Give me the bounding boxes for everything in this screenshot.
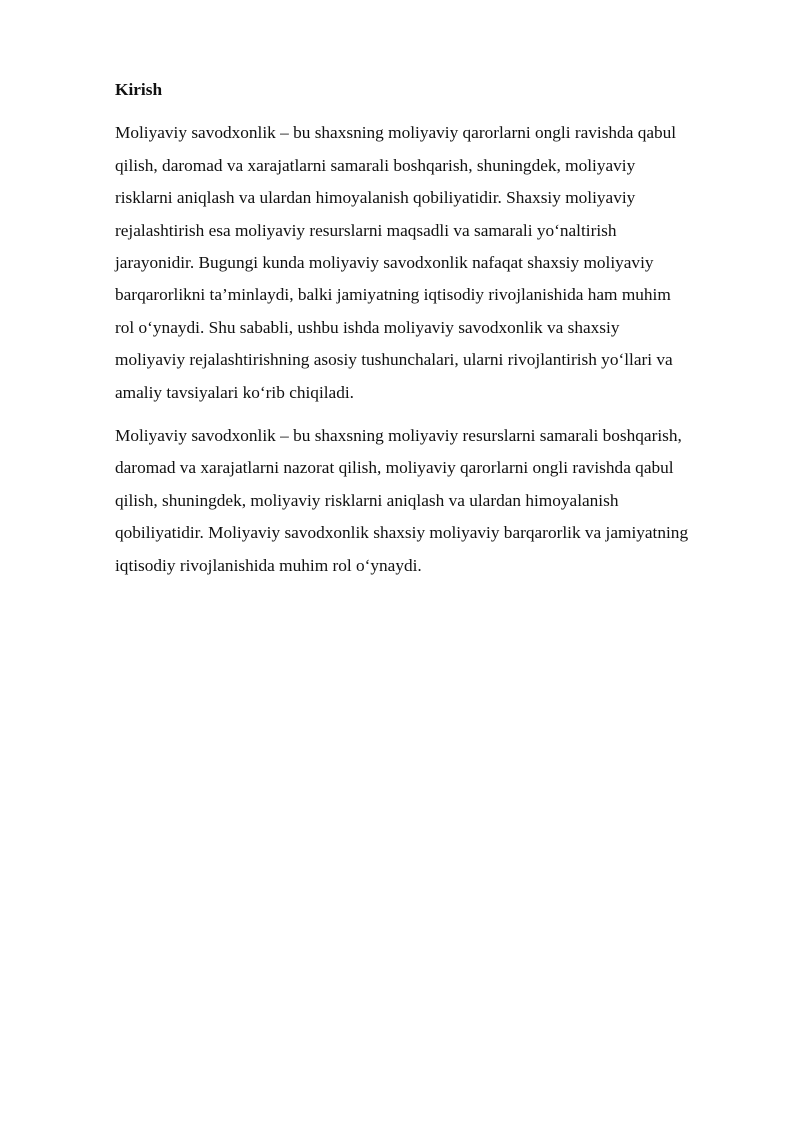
paragraph-2 bbox=[115, 420, 745, 582]
document-body bbox=[115, 74, 745, 593]
paragraph-line: rejalashtirish esa moliyaviy resurslarni maqsadli va samarali yo‘naltirish bbox=[115, 220, 617, 240]
section-heading: Kirish bbox=[115, 80, 163, 99]
paragraph-line: risklarni aniqlash va ulardan himoyalanish qobiliyatidir. Shaxsiy moliyaviy bbox=[115, 188, 636, 208]
paragraph-line: barqarorlikni ta’minlaydi, balki jamiyatning iqtisodiy rivojlanishida ham muhim bbox=[115, 285, 671, 305]
paragraph-line: Moliyaviy savodxonlik – bu shaxsning moliyaviy resurslarni samarali boshqarish, bbox=[115, 426, 682, 446]
paragraph-line: qilish, shuningdek, moliyaviy risklarni aniqlash va ulardan himoyalanish bbox=[115, 490, 619, 510]
paragraph-line: daromad va xarajatlarni nazorat qilish, moliyaviy qarorlarni ongli ravishda qabul bbox=[115, 458, 674, 478]
paragraph-line: qobiliyatidir. Moliyaviy savodxonlik shaxsiy moliyaviy barqarorlik va jamiyatning bbox=[115, 523, 689, 543]
paragraph-line: Moliyaviy savodxonlik – bu shaxsning moliyaviy qarorlarni ongli ravishda qabul bbox=[115, 123, 677, 143]
paragraph-line: moliyaviy rejalashtirishning asosiy tushunchalari, ularni rivojlantirish yo‘llari va bbox=[115, 350, 673, 370]
paragraph-line: rol o‘ynaydi. Shu sababli, ushbu ishda moliyaviy savodxonlik va shaxsiy bbox=[115, 317, 620, 337]
paragraph-1 bbox=[115, 117, 745, 409]
paragraph-line: amaliy tavsiyalari ko‘rib chiqiladi. bbox=[115, 382, 354, 402]
paragraph-line: iqtisodiy rivojlanishida muhim rol o‘ynaydi. bbox=[115, 555, 422, 575]
paragraph-line: qilish, daromad va xarajatlarni samarali boshqarish, shuningdek, moliyaviy bbox=[115, 155, 636, 175]
paragraph-line: jarayonidir. Bugungi kunda moliyaviy savodxonlik nafaqat shaxsiy moliyaviy bbox=[115, 253, 654, 273]
